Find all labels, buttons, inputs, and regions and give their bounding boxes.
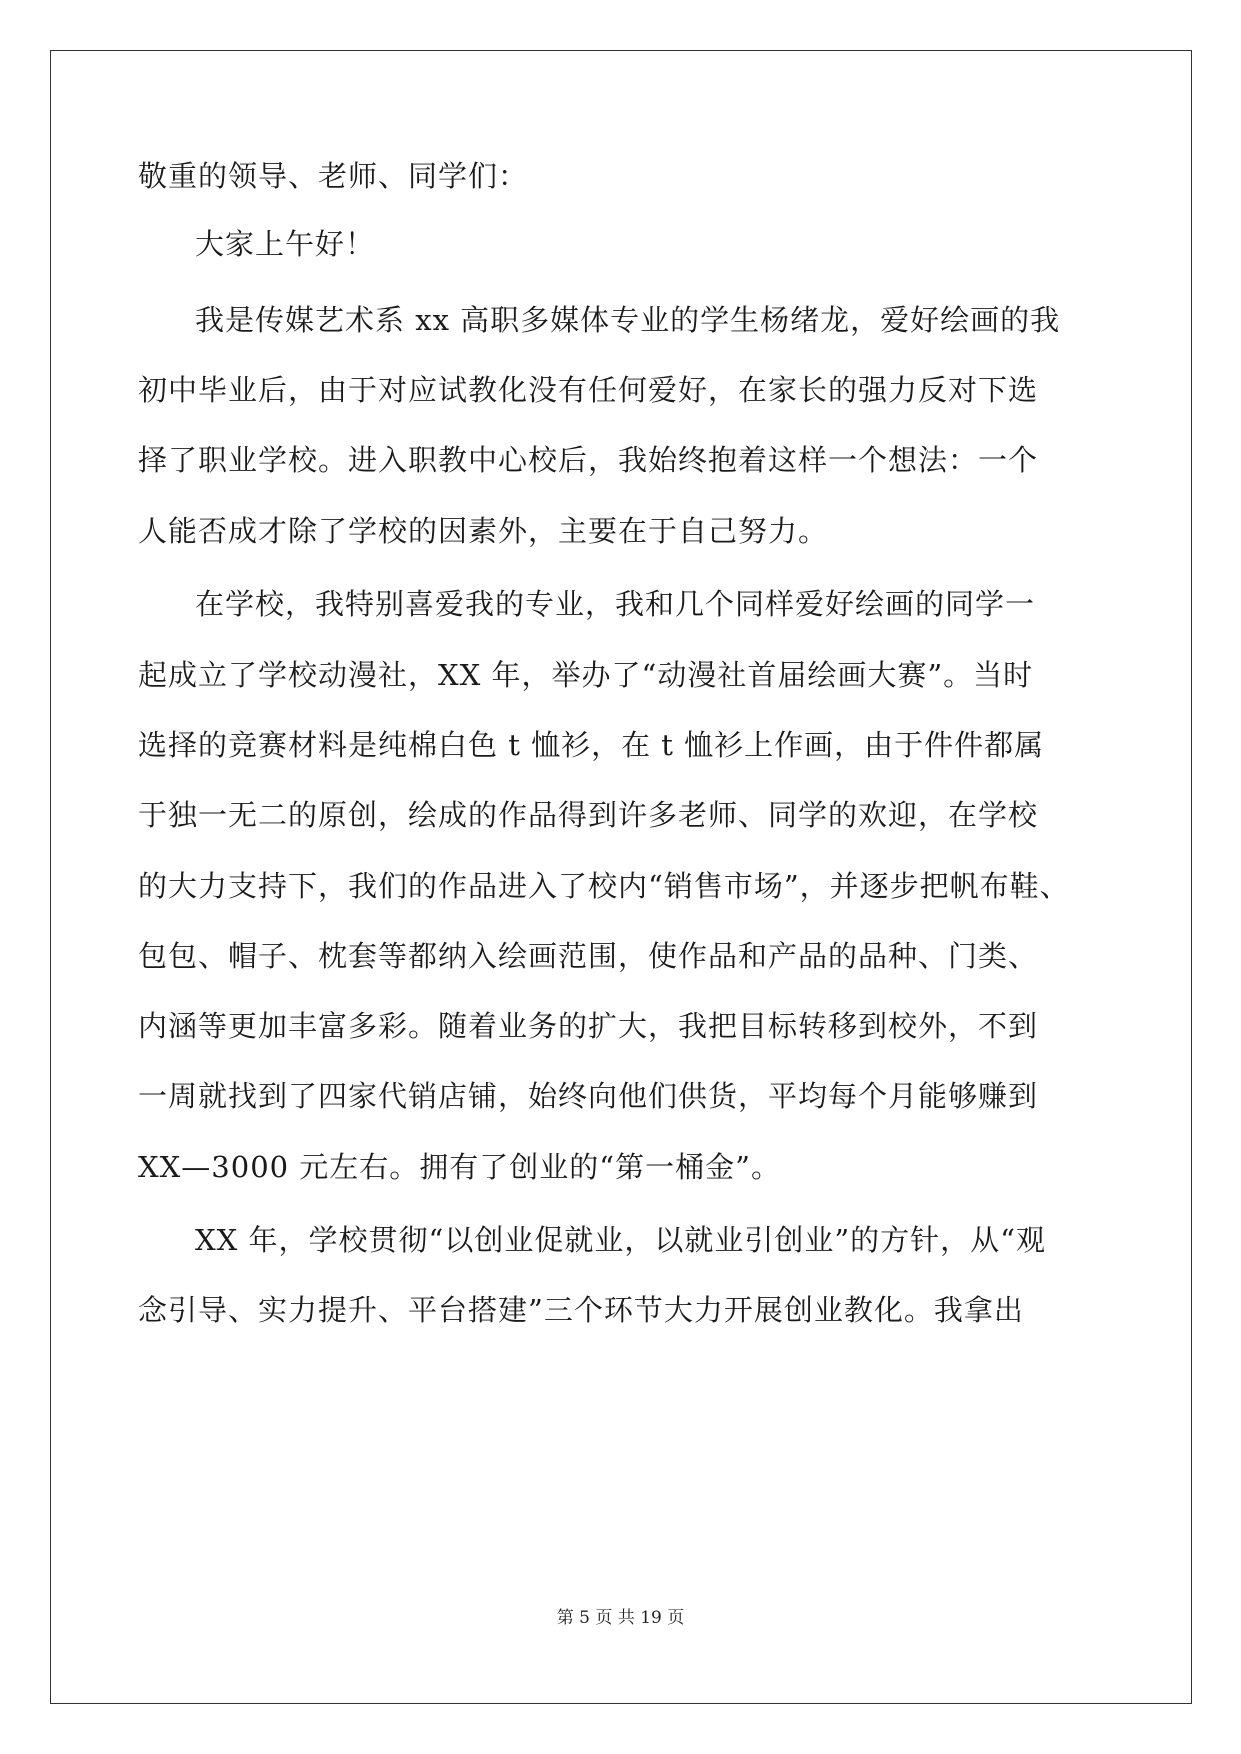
greeting: 大家上午好！ [195, 227, 376, 261]
paragraph-line: 于独一无二的原创，绘成的作品得到许多老师、同学的欢迎，在学校 [138, 798, 1039, 832]
paragraph-line: 择了职业学校。进入职教中心校后，我始终抱着这样一个想法：一个 [138, 443, 1039, 477]
paragraph-line: 包包、帽子、枕套等都纳入绘画范围，使作品和产品的品种、门类、 [138, 939, 1039, 973]
paragraph-line: 念引导、实力提升、平台搭建”三个环节大力开展创业教化。我拿出 [138, 1293, 1024, 1327]
paragraph-line: 的大力支持下，我们的作品进入了校内“销售市场”，并逐步把帆布鞋、 [138, 869, 1070, 903]
paragraph-line: 起成立了学校动漫社，XX 年，举办了“动漫社首届绘画大赛”。当时 [138, 658, 1034, 692]
salutation: 敬重的领导、老师、同学们： [138, 159, 529, 193]
paragraph-line: 内涵等更加丰富多彩。随着业务的扩大，我把目标转移到校外，不到 [138, 1009, 1039, 1043]
paragraph-line: 在学校，我特别喜爱我的专业，我和几个同样爱好绘画的同学一 [195, 587, 1036, 621]
paragraph-line: XX 年，学校贯彻“以创业促就业，以就业引创业”的方针，从“观 [195, 1223, 1046, 1257]
paragraph-line: 我是传媒艺术系 xx 高职多媒体专业的学生杨绪龙，爱好绘画的我 [195, 303, 1061, 337]
paragraph-line: 人能否成才除了学校的因素外，主要在于自己努力。 [138, 514, 829, 548]
paragraph-line: 一周就找到了四家代销店铺，始终向他们供货，平均每个月能够赚到 [138, 1079, 1039, 1113]
paragraph-line: XX—3000 元左右。拥有了创业的“第一桶金”。 [138, 1150, 781, 1184]
page-number-footer: 第 5 页 共 19 页 [556, 1608, 685, 1628]
paragraph-line: 选择的竞赛材料是纯棉白色 t 恤衫，在 t 恤衫上作画，由于件件都属 [138, 728, 1045, 762]
paragraph-line: 初中毕业后，由于对应试教化没有任何爱好，在家长的强力反对下选 [138, 373, 1039, 407]
